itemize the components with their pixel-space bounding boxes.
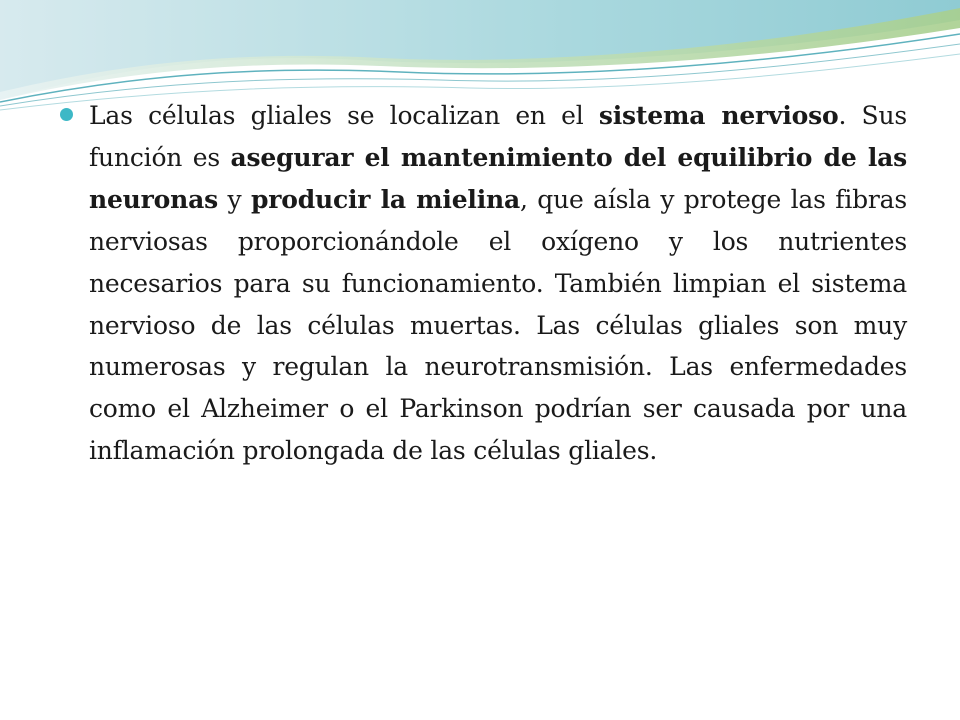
text-run: y xyxy=(217,184,251,214)
bullet-paragraph xyxy=(89,95,907,472)
bullet-icon xyxy=(60,108,73,121)
bold-text-run: sistema nervioso xyxy=(598,101,839,130)
slide-content xyxy=(60,95,910,472)
text-run: . Sus función es xyxy=(89,101,907,172)
bold-text-run: asegurar el mantenimiento del equilibrio de las neuronas xyxy=(89,142,907,214)
bullet-item xyxy=(60,95,910,472)
text-run: Las células gliales se localizan en el xyxy=(89,101,599,130)
bold-text-run: producir la mielina xyxy=(251,184,521,214)
text-run: , que aísla y protege las fibras nerviosas proporcionándole el oxígeno y los nutrientes necesarios para su funcionamiento. También limpian el sistema nervioso de las células muertas. Las células gliales son muy numerosas y regulan la neurotransmisión. Las enfermedades como el Alzheimer o el Parkinson podrían ser causada por una inflamación prolongada de las células gliales. xyxy=(89,184,908,466)
